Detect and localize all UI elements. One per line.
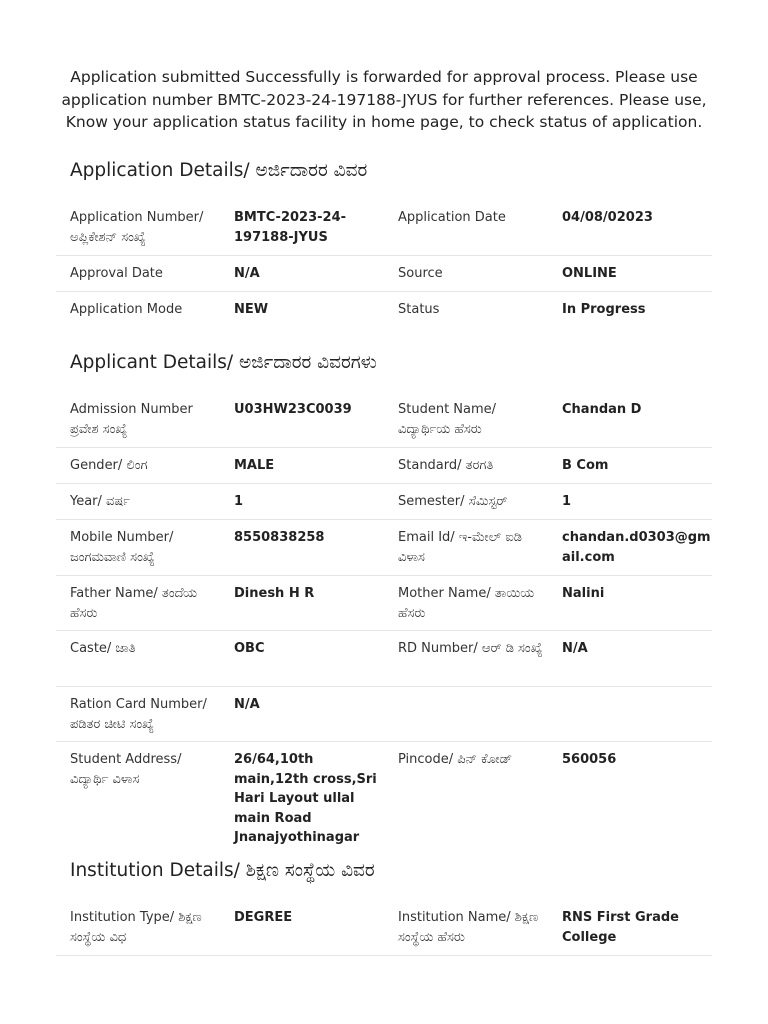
ration-card-label: Ration Card Number/ ಪಡಿತರ ಚೀಟಿ ಸಂಖ್ಯೆ [70, 697, 207, 732]
application-number-value: BMTC-2023-24-197188-JYUS [234, 210, 347, 245]
rd-number-value: N/A [562, 641, 588, 656]
source-value: ONLINE [562, 266, 617, 281]
submission-notice: Application submitted Successfully is forwarded for approval process. Please use application number BMTC-2023-24-197188-JYUS for further references. Please use, Know your application status facility in home page, to check status of application. [61, 68, 707, 131]
empty-value [548, 687, 712, 741]
pincode-label: Pincode/ ಪಿನ್ ಕೋಡ್ [398, 752, 513, 767]
table-row [56, 392, 712, 448]
applicant-details-title: Applicant Details/ ಅರ್ಜಿದಾರರ ವಿವರಗಳು [70, 352, 377, 373]
table-row [56, 484, 712, 520]
institution-details-table [56, 900, 712, 956]
approval-date-label: Approval Date [70, 266, 163, 281]
admission-number-value: U03HW23C0039 [234, 402, 352, 417]
application-details-title: Application Details/ ಅರ್ಜಿದಾರರ ವಿವರ [70, 160, 368, 181]
father-name-value: Dinesh H R [234, 586, 315, 601]
gender-label: Gender/ ಲಿಂಗ [70, 458, 148, 473]
institution-details-title: Institution Details/ ಶಿಕ್ಷಣ ಸಂಸ್ಥೆಯ ವಿವರ [70, 860, 375, 881]
mother-name-value: Nalini [562, 586, 605, 601]
institution-type-label: Institution Type/ ಶಿಕ್ಷಣ ಸಂಸ್ಥೆಯ ವಿಧ [70, 910, 202, 945]
table-row [56, 448, 712, 484]
ration-card-value: N/A [234, 697, 260, 712]
table-row [56, 631, 712, 687]
mobile-number-value: 8550838258 [234, 530, 325, 545]
pincode-value: 560056 [562, 752, 617, 767]
year-label: Year/ ವರ್ಷ [70, 494, 130, 509]
application-mode-value: NEW [234, 302, 269, 317]
standard-value: B Com [562, 458, 609, 473]
application-mode-label: Application Mode [70, 302, 183, 317]
table-row [56, 576, 712, 631]
application-number-label: Application Number/ ಅಪ್ಲಿಕೇಶನ್ ಸಂಖ್ಯೆ [70, 210, 204, 245]
email-label: Email Id/ ಇ-ಮೇಲ್ ಐಡಿ ವಿಳಾಸ [398, 530, 522, 565]
student-address-label: Student Address/ ವಿದ್ಯಾರ್ಥಿ ವಿಳಾಸ [70, 752, 182, 787]
year-value: 1 [234, 494, 244, 509]
standard-label: Standard/ ತರಗತಿ [398, 458, 494, 473]
mobile-number-label: Mobile Number/ ಜಂಗಮವಾಣಿ ಸಂಖ್ಯೆ [70, 530, 174, 565]
gender-value: MALE [234, 458, 275, 473]
application-date-label: Application Date [398, 210, 506, 225]
student-name-value: Chandan D [562, 402, 642, 417]
student-address-value: 26/64,10th main,12th cross,Sri Hari Layout ullal main Road Jnanajyothinagar [234, 752, 377, 845]
table-row [56, 900, 712, 956]
source-label: Source [398, 266, 443, 281]
application-details-table [56, 200, 712, 328]
mother-name-label: Mother Name/ ತಾಯಿಯ ಹೆಸರು [398, 586, 535, 621]
status-value: In Progress [562, 302, 646, 317]
empty-label [384, 687, 548, 741]
institution-type-value: DEGREE [234, 910, 293, 925]
email-value: chandan.d0303@gmail.com [562, 530, 711, 565]
semester-label: Semester/ ಸೆಮಿಸ್ಟರ್ [398, 494, 508, 509]
applicant-details-table [56, 392, 712, 845]
institution-name-value: RNS First Grade College [562, 910, 679, 945]
application-date-value: 04/08/02023 [562, 210, 653, 225]
status-label: Status [398, 302, 440, 317]
admission-number-label: Admission Number ಪ್ರವೇಶ ಸಂಖ್ಯೆ [70, 402, 193, 437]
table-row [56, 256, 712, 292]
table-row [56, 687, 712, 742]
semester-value: 1 [562, 494, 572, 509]
table-row [56, 292, 712, 328]
caste-value: OBC [234, 641, 265, 656]
caste-label: Caste/ ಜಾತಿ [70, 641, 136, 656]
rd-number-label: RD Number/ ಆರ್ ಡಿ ಸಂಖ್ಯೆ [398, 641, 543, 656]
student-name-label: Student Name/ ವಿದ್ಯಾರ್ಥಿಯ ಹೆಸರು [398, 402, 497, 437]
table-row [56, 200, 712, 256]
father-name-label: Father Name/ ತಂದೆಯ ಹೆಸರು [70, 586, 198, 621]
table-row [56, 520, 712, 576]
institution-name-label: Institution Name/ ಶಿಕ್ಷಣ ಸಂಸ್ಥೆಯ ಹೆಸರು [398, 910, 539, 945]
table-row [56, 742, 712, 845]
approval-date-value: N/A [234, 266, 260, 281]
